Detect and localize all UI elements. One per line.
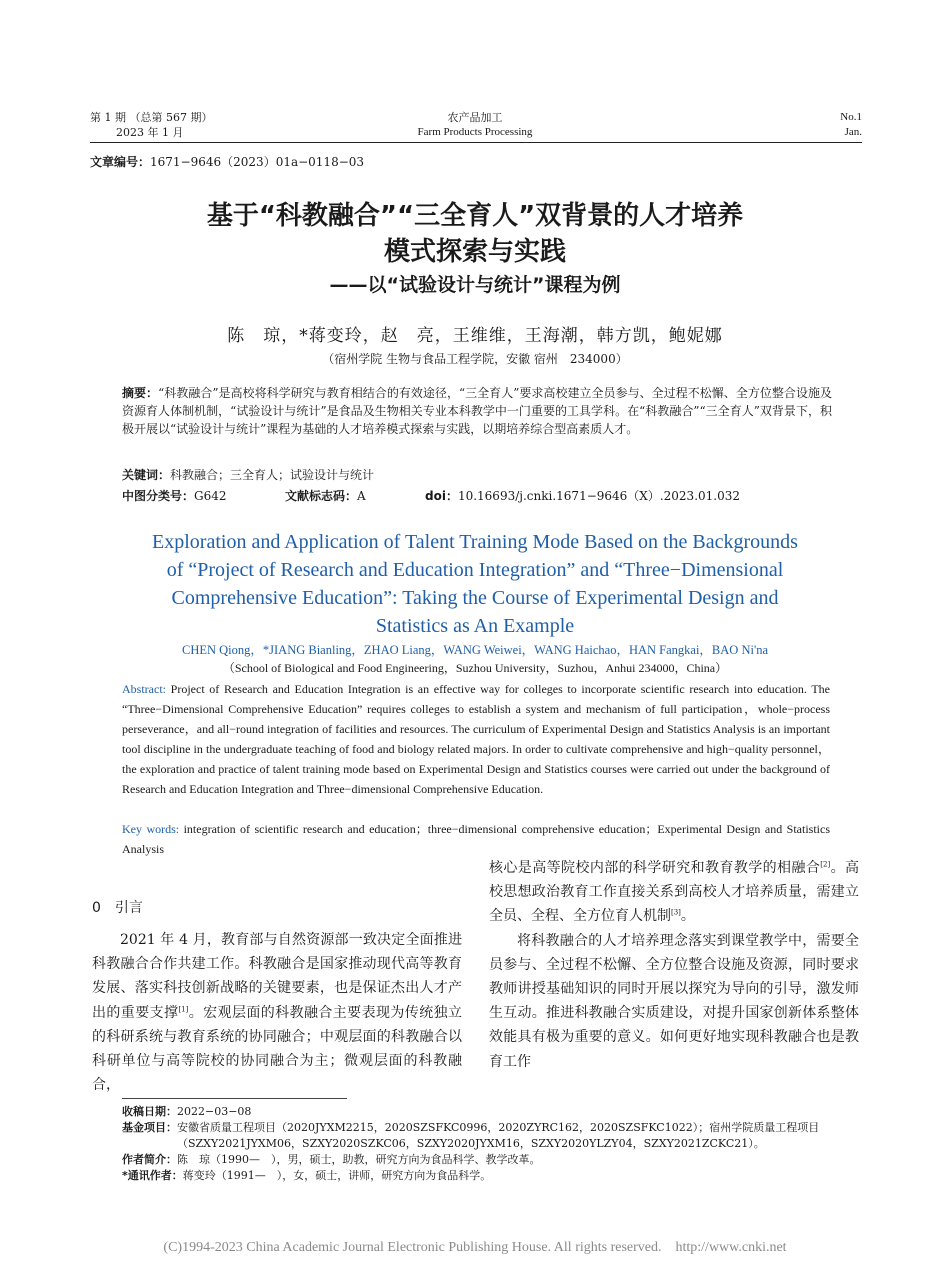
classification-line [122, 487, 227, 504]
doi-value: 10.16693/j.cnki.1671−9646（X）.2023.01.032 [457, 489, 740, 503]
footnote-corresponding [122, 1168, 852, 1184]
header-issue [90, 110, 212, 140]
footnote-rule [122, 1098, 347, 1099]
english-abstract-text: Project of Research and Education Integration is an effective way for colleges to incorporate scientific research into education. The “Three−Dimensional Comprehensive Education” requires colleges to establish a system and mechanism of full participation，whole−process perseverance，and all−round integration of facilities and resources. The curriculum of Experimental Design and Statistics Analysis is an important tool discipline in the undergraduate teaching of food and biology related majors. In order to cultivate comprehensive and high−quality personnel，the exploration and practice of talent training mode based on Experimental Design and Statistics courses were carried out under the background of Research and Education Integration and Three−dimensional Comprehensive Education. [122, 682, 831, 796]
english-title [110, 528, 840, 640]
english-title-line-4: Statistics as An Example [375, 615, 575, 637]
article-number-label: 文章编号： [90, 155, 151, 169]
received-date: 2022−03−08 [177, 1105, 252, 1118]
intro-paragraph-2: 将科教融合的人才培养理念落实到课堂教学中，需要全员参与、全过程不松懈、全方位整合设施及资源，同时要求教师讲授基础知识的同时开展以探究为导向的引导，激发师生互动。推进科教融合实质建设，对提升国家创新体系整体效能具有极为重要的意义。如何更好地实现科教融合也是教育工作 [489, 932, 859, 1070]
section-heading-introduction: 0 引言 [92, 900, 143, 916]
english-keywords-text: integration of scientific research and education；three−dimensional comprehensive education；Experimental Design and Statistics Analysis [122, 822, 830, 856]
intro-text-a: 2021 年 4 月，教育部与自然资源部一致决定全面推进科教融合合作共建工作。科教融合是国家推动现代高等教育发展、落实科技创新战略的关键要素，也是保证杰出人才产出的重要支撑 [92, 932, 462, 1021]
abstract-label: 摘要： [122, 386, 159, 400]
author-bio-text: 陈 琼（1990— ），男，硕士，助教，研究方向为食品科学、教学改革。 [177, 1153, 541, 1166]
abstract-cn [122, 384, 832, 438]
english-keywords [122, 819, 830, 859]
english-title-line-3: Comprehensive Education”: Taking the Course of Experimental Design and [171, 587, 779, 609]
citation-1[interactable]: [1] [178, 1004, 189, 1013]
doc-code-value: A [357, 489, 366, 503]
title-line-1: 基于“科教融合”“三全育人”双背景的人才培养 [206, 201, 744, 231]
intro-paragraph-1-continued [489, 856, 859, 929]
journal-name-cn: 农产品加工 [447, 111, 503, 124]
document-code [285, 487, 366, 504]
footnote-fund [122, 1120, 852, 1152]
english-abstract [122, 679, 830, 799]
fund-label: 基金项目： [122, 1121, 177, 1134]
clc-label: 中图分类号： [122, 489, 195, 503]
issue-month-en: Jan. [844, 126, 862, 138]
header-issue-number: 第 1 期 （总第 567 期） [90, 111, 213, 124]
article-number-value: 1671−9646（2023）01a−0118−03 [150, 155, 365, 169]
abstract-text: “科教融合”是高校将科学研究与教育相结合的有效途径，“三全育人”要求高校建立全员参与、全过程不松懈、全方位整合设施及资源育人体制机制，“试验设计与统计”是食品及生物相关专业本科教学中一门重要的工具学科。在“科教融合”“三全育人”双背景下，积极开展以“试验设计与统计”课程为基础的人才培养模式探索与实践，以期培养综合型高素质人才。 [122, 386, 832, 436]
copyright-notice: (C)1994-2023 China Academic Journal Electronic Publishing House. All rights reserved. http://www.cnki.net [163, 1240, 787, 1255]
english-title-line-2: of “Project of Research and Education Integration” and “Three−Dimensional [166, 559, 784, 581]
issue-no-en: No.1 [840, 111, 862, 123]
english-abstract-label: Abstract: [122, 682, 166, 696]
footnote-author [122, 1152, 852, 1168]
keywords-cn [122, 466, 374, 483]
intro-text-b: 。宏观层面的科教融合主要表现为传统独立的科研系统与教育系统的协同融合；中观层面的科教融合以科研单位与高等院校的协同融合为主；微观层面的科教融合， [92, 1004, 463, 1094]
clc-value: G642 [194, 489, 227, 503]
english-affiliation: （School of Biological and Food Engineering，Suzhou University，Suzhou，Anhui 234000，China） [222, 661, 728, 675]
footnotes [122, 1104, 852, 1184]
header-rule [90, 142, 862, 143]
affiliation: （宿州学院 生物与食品工程学院，安徽 宿州 234000） [322, 352, 628, 366]
journal-name-en: Farm Products Processing [417, 126, 533, 138]
english-authors: CHEN Qiong，*JIANG Bianling，ZHAO Liang，WANG Weiwei，WANG Haichao，HAN Fangkai，BAO Ni'na [181, 643, 768, 657]
author-bio-label: 作者简介： [122, 1153, 177, 1166]
fund-text: 安徽省质量工程项目（2020JYXM2215，2020SZSFKC0996，2020ZYRC162，2020SZSFKC1022）；宿州学院质量工程项目（SZXY2021JYXM06，SZXY2020SZKC06，SZXY2020JYXM16，SZXY2020YLZY04，SZXY2021ZCKC21）。 [177, 1121, 820, 1150]
footnote-received [122, 1104, 852, 1120]
english-keywords-label: Key words: [122, 822, 180, 836]
article-number [90, 153, 364, 170]
header-journal [300, 110, 650, 140]
doi-line [425, 487, 740, 504]
keywords-text: 科教融合；三全育人；试验设计与统计 [170, 468, 375, 482]
doc-code-label: 文献标志码： [285, 489, 358, 503]
header-date: 2023 年 1 月 [116, 126, 184, 139]
citation-3[interactable]: [3] [671, 908, 681, 917]
intro-text-c: 核心是高等院校内部的科学研究和教育教学的相融合 [489, 860, 821, 876]
doi-label: doi： [425, 489, 458, 503]
header-issue-en [760, 110, 862, 140]
english-title-line-1: Exploration and Application of Talent Training Mode Based on the Backgrounds [152, 531, 798, 553]
citation-2[interactable]: [2] [820, 860, 831, 869]
intro-paragraph-1 [92, 928, 462, 1097]
received-label: 收稿日期： [122, 1105, 177, 1118]
right-column [489, 856, 859, 1074]
intro-text-d: 。高校思想政治教育工作直接关系到高校人才培养质量，需建立全员、全程、全方位育人机制 [489, 860, 860, 925]
corresponding-text: 蒋变玲（1991— ），女，硕士，讲师，研究方向为食品科学。 [182, 1169, 492, 1182]
intro-text-e: 。 [680, 908, 695, 925]
keywords-label: 关键词： [122, 468, 171, 482]
subtitle: ——以“试验设计与统计”课程为例 [329, 274, 621, 296]
corresponding-label: *通讯作者： [122, 1169, 183, 1182]
left-column [92, 928, 462, 1097]
authors: 陈 琼，*蒋变玲，赵 亮，王维维，王海潮，韩方凯，鲍妮娜 [227, 326, 723, 346]
title-line-2: 模式探索与实践 [383, 237, 566, 267]
